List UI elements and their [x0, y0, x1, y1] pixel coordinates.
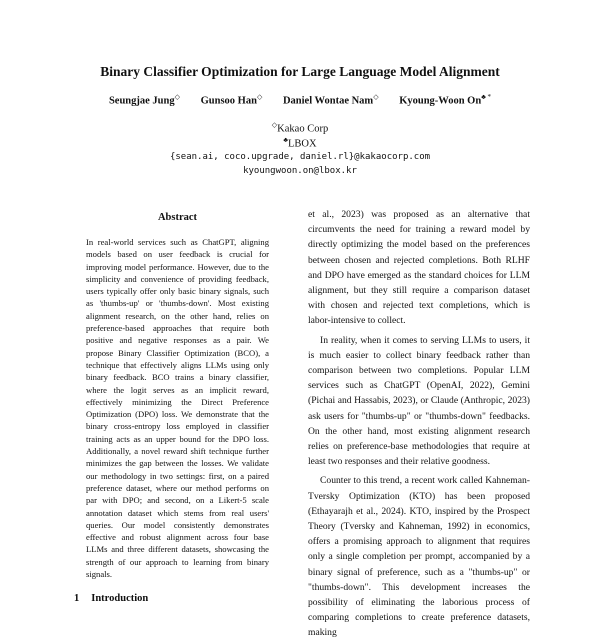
email-line: kyoungwoon.on@lbox.kr — [243, 166, 357, 176]
affiliation-mark: ◇ — [271, 121, 278, 129]
section-title: Introduction — [91, 593, 149, 604]
author — [283, 93, 379, 107]
author-mark: ◇ — [373, 93, 379, 101]
paper-title: Binary Classifier Optimization for Large Language Model Alignment — [100, 64, 500, 79]
author-name: Seungjae Jung — [108, 95, 175, 107]
section-number: 1 — [74, 593, 80, 604]
right-column — [308, 207, 530, 641]
abstract-heading: Abstract — [157, 212, 198, 223]
affiliation — [0, 121, 600, 135]
author-list — [0, 93, 600, 107]
author-mark: ◇ — [256, 93, 263, 101]
author-name: Daniel Wontae Nam — [282, 95, 374, 107]
author — [399, 93, 491, 107]
affiliation-mark: ♣ — [283, 136, 288, 144]
author — [109, 93, 180, 107]
email-line: {sean.ai, coco.upgrade, daniel.rl}@kakaocorp.com — [169, 152, 431, 162]
paragraph: Counter to this trend, a recent work called Kahneman-Tversky Optimization (KTO) has been proposed (Ethayarajh et al., 2024). KTO, inspired by the Prospect Theory (Tversky and Kahneman, 1992) in economics, offers a promising approach to alignment that requires only a single completion per prompt, accompanied by a binary signal of preference, such as a "thumbs-up" or "thumbs-down". This development increases the possibility of eliminating the laborious process of comparing completions to create preference datasets, making — [308, 475, 530, 639]
author-mark: ♣ * — [481, 93, 492, 101]
affiliation — [0, 136, 600, 150]
section-heading — [74, 593, 148, 604]
author-name: Kyoung-Woon On — [399, 95, 482, 107]
author — [201, 93, 263, 107]
affiliation-name: Kakao Corp — [277, 123, 329, 135]
author-name: Gunsoo Han — [200, 95, 257, 107]
abstract-body: In real-world services such as ChatGPT, aligning models based on user feedback is crucial for improving model performance. However, due to the simplicity and convenience of providing feedback, users typically offer only basic binary signals, such as 'thumbs-up' or 'thumbs-down'. Most existing alignment research, on the other hand, relies on preference-based approaches that require both positive and negative responses as a pair. We propose Binary Classifier Optimization (BCO), a technique that effectively aligns LLMs using only binary feedback. BCO trains a binary classifier, where the logit serves as an implicit reward, effectively minimizing the Direct Preference Optimization (DPO) loss. We demonstrate that the binary cross-entropy loss employed in classifier training acts as an upper bound for the DPO loss. Additionally, a novel reward shift technique further minimizes the gap between the losses. We validate our methodology in two settings: first, on a paired preference dataset, where our method performs on par with DPO; and second, on a Likert-5 scale annotation dataset which stems from real users' queries. Our model consistently demonstrates effective and robust alignment across four base LLMs and three different datasets, showcasing the strength of our approach to learning from binary signals. — [86, 237, 269, 580]
paragraph: In reality, when it comes to serving LLMs to users, it is much easier to collect binary feedback rather than comparison between two completions. Popular LLM services such as ChatGPT (OpenAI, 2022), Gemini (Pichai and Hassabis, 2023), or Claude (Anthropic, 2023) ask users for "thumbs-up" or "thumbs-down" feedbacks. On the other hand, most existing alignment research relies on preference-base methodologies that require at least two responses and their relative goodness. — [308, 334, 530, 468]
author-mark: ◇ — [174, 93, 180, 101]
paragraph: et al., 2023) was proposed as an alternative that circumvents the need for training a reward model by directly optimizing the model based on the preferences between chosen and rejected completions. Both RLHF and DPO have emerged as the standard choices for LLM alignment, but they still require a comparison dataset with chosen and rejected text completions, which is labor-intensive to collect. — [308, 209, 530, 327]
affiliation-name: LBOX — [288, 138, 317, 150]
